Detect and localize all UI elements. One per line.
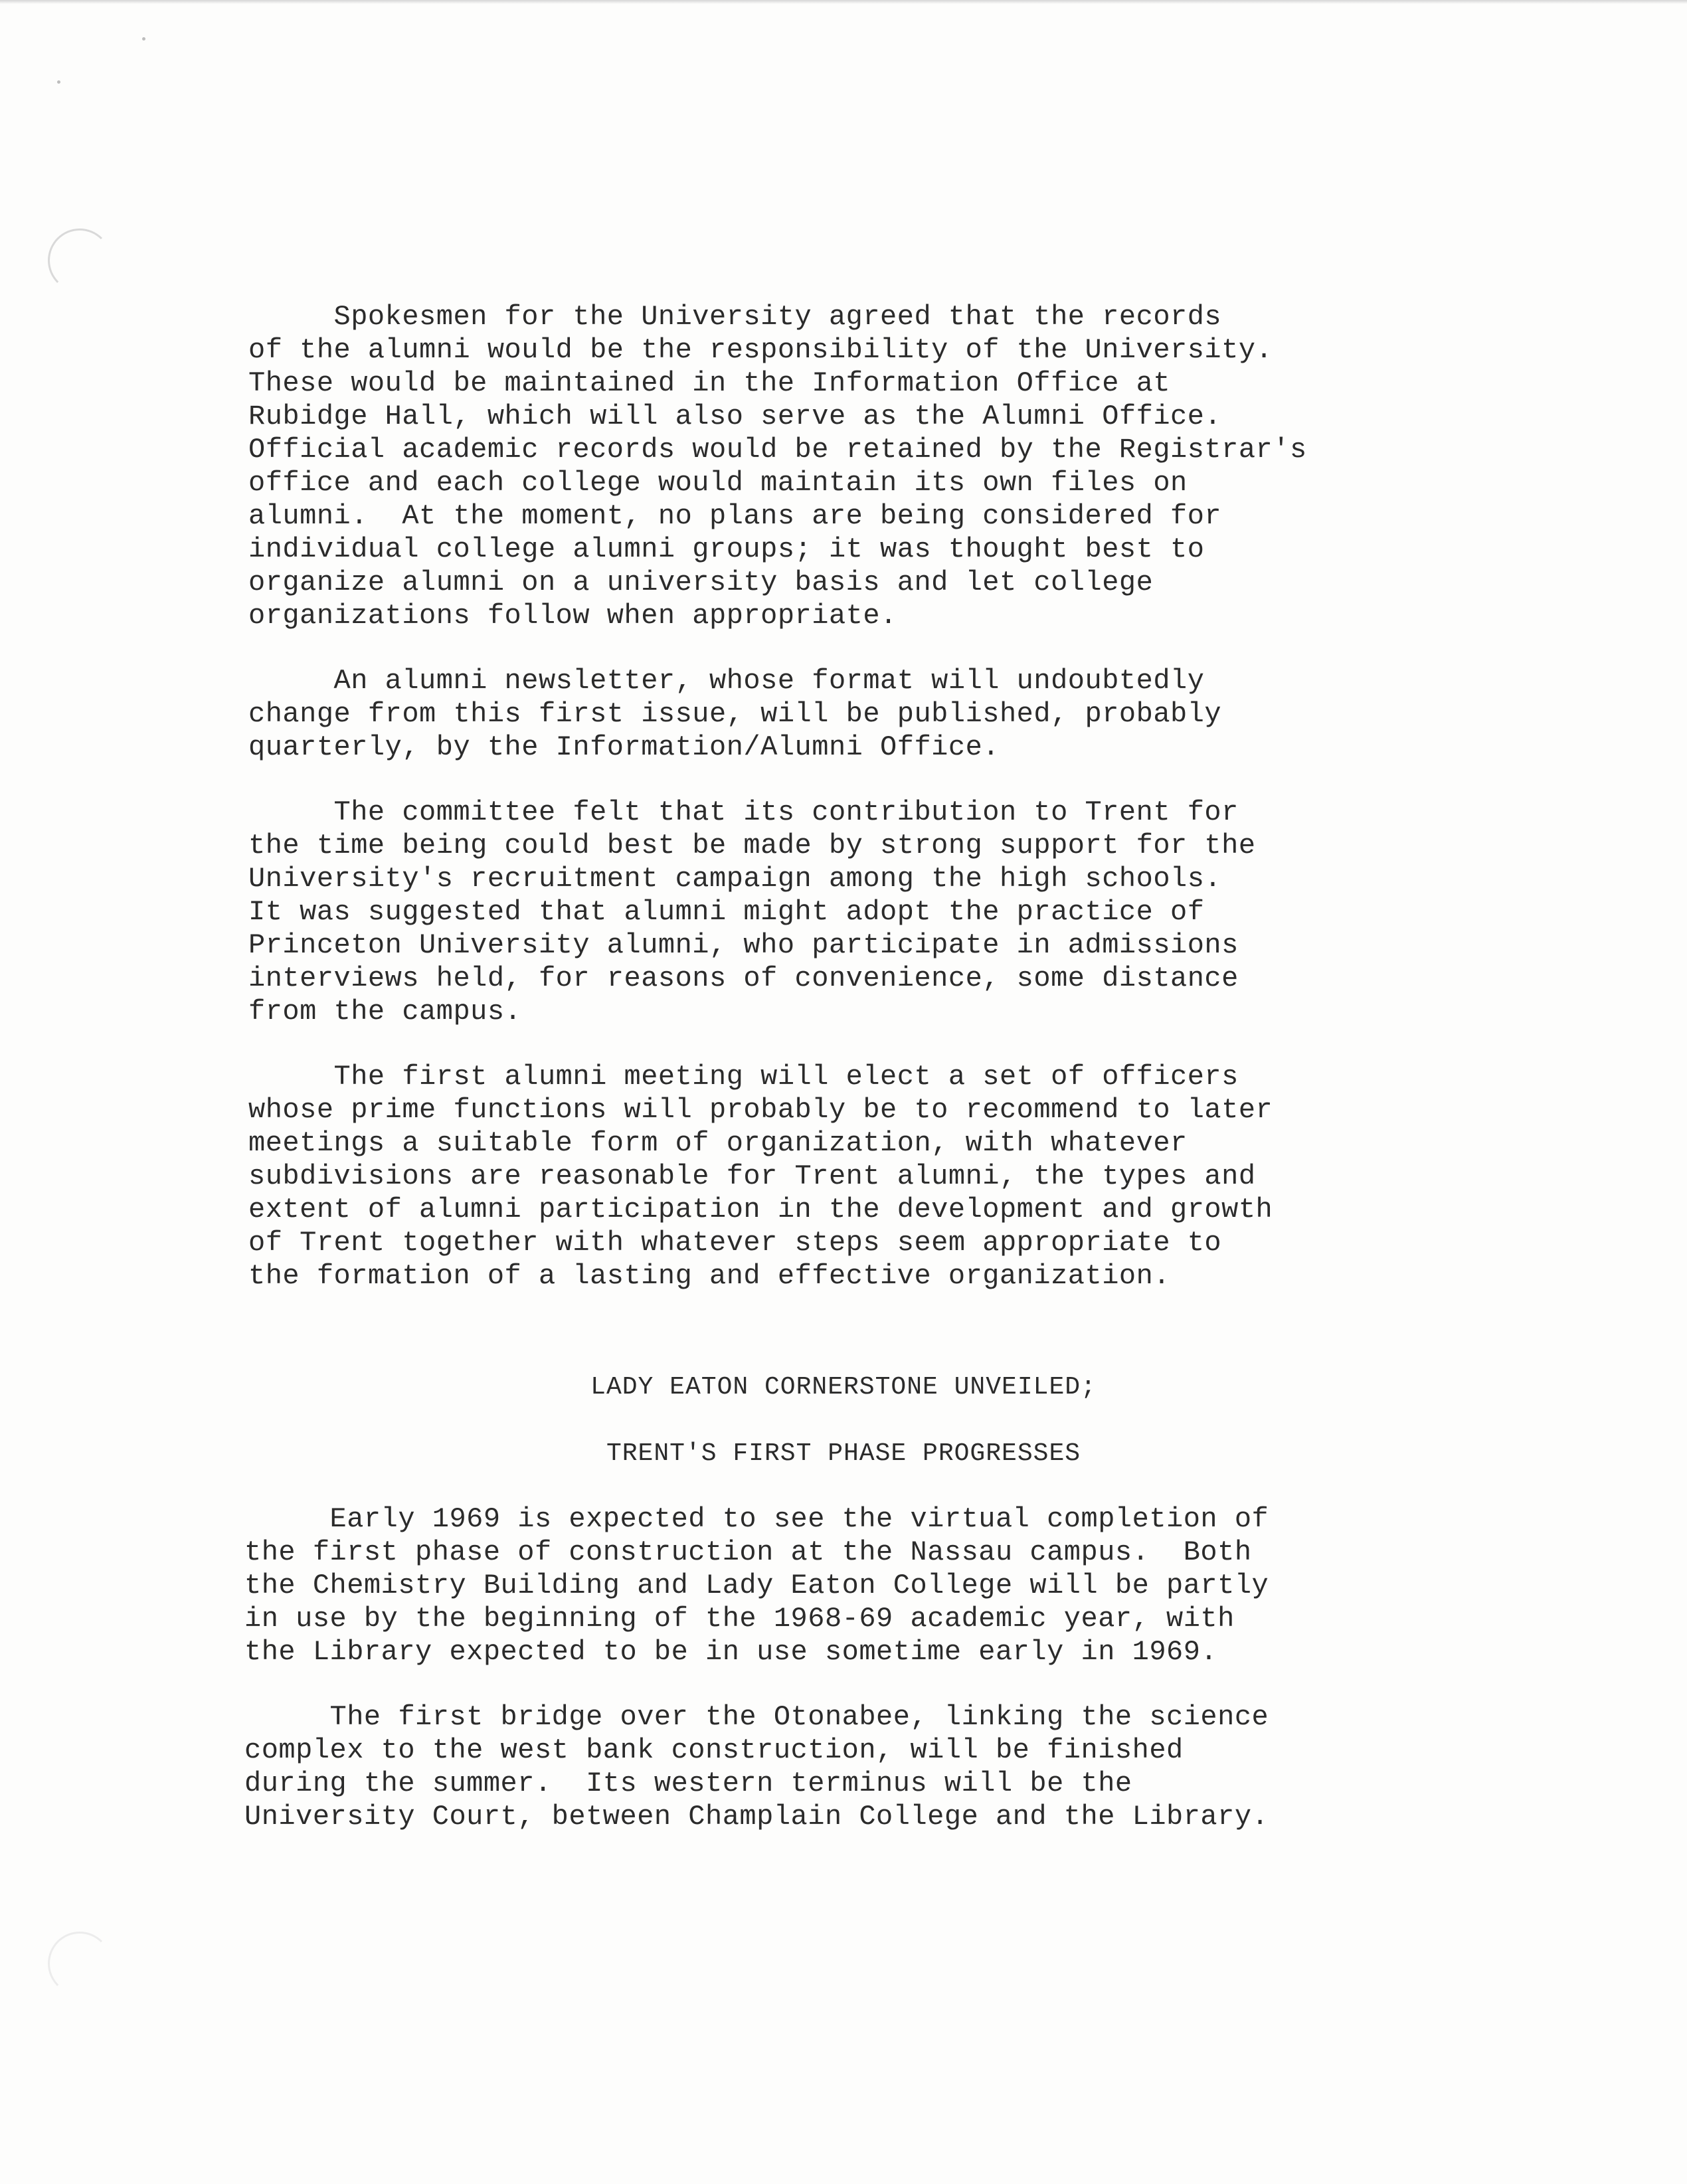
- text-line: alumni. At the moment, no plans are being considered for: [248, 500, 1222, 532]
- paragraph-construction: [244, 1502, 1493, 1669]
- text-line: from the campus.: [248, 996, 522, 1028]
- paragraph-first-meeting: [248, 1060, 1497, 1293]
- text-line: University Court, between Champlain College and the Library.: [244, 1801, 1269, 1833]
- text-line: Rubidge Hall, which will also serve as the Alumni Office.: [248, 401, 1222, 432]
- paragraph-records: [248, 300, 1497, 632]
- text-line: Early 1969 is expected to see the virtual completion of: [244, 1503, 1269, 1535]
- text-line: It was suggested that alumni might adopt the practice of: [248, 896, 1205, 928]
- heading-line-2: TRENT'S FIRST PHASE PROGRESSES: [606, 1439, 1081, 1468]
- text-line: organizations follow when appropriate.: [248, 600, 897, 632]
- text-line: Spokesmen for the University agreed that the records: [248, 301, 1222, 333]
- text-line: extent of alumni participation in the development and growth: [248, 1194, 1273, 1226]
- punch-hole-bottom: [48, 1932, 112, 1995]
- text-line: quarterly, by the Information/Alumni Office.: [248, 731, 1000, 763]
- text-line: the Library expected to be in use sometime early in 1969.: [244, 1636, 1218, 1668]
- text-line: meetings a suitable form of organization, with whatever: [248, 1127, 1188, 1159]
- text-line: organize alumni on a university basis and let college: [248, 567, 1154, 598]
- paper-speck: [142, 37, 145, 41]
- text-line: of the alumni would be the responsibility of the University.: [248, 334, 1273, 366]
- text-line: the first phase of construction at the Nassau campus. Both: [244, 1536, 1252, 1568]
- lower-body-text: [244, 1502, 1493, 1865]
- section-heading: [0, 1371, 1687, 1404]
- text-line: in use by the beginning of the 1968-69 academic year, with: [244, 1603, 1235, 1635]
- text-line: the Chemistry Building and Lady Eaton College will be partly: [244, 1570, 1269, 1601]
- text-line: during the summer. Its western terminus will be the: [244, 1768, 1132, 1799]
- text-line: whose prime functions will probably be to recommend to later: [248, 1094, 1273, 1126]
- text-line: the formation of a lasting and effective organization.: [248, 1260, 1171, 1292]
- text-line: complex to the west bank construction, will be finished: [244, 1734, 1184, 1766]
- text-line: University's recruitment campaign among the high schools.: [248, 863, 1222, 895]
- text-line: Princeton University alumni, who participate in admissions: [248, 929, 1239, 961]
- text-line: subdivisions are reasonable for Trent alumni, the types and: [248, 1160, 1256, 1192]
- punch-hole-top: [48, 228, 112, 292]
- text-line: change from this first issue, will be published, probably: [248, 698, 1222, 730]
- heading-line-1: LADY EATON CORNERSTONE UNVEILED;: [590, 1373, 1097, 1402]
- section-subheading: [0, 1437, 1687, 1471]
- text-line: individual college alumni groups; it was thought best to: [248, 533, 1205, 565]
- text-line: office and each college would maintain its own files on: [248, 467, 1188, 499]
- page-top-edge: [0, 0, 1687, 4]
- text-line: the time being could best be made by strong support for the: [248, 830, 1256, 862]
- text-line: The first bridge over the Otonabee, linking the science: [244, 1701, 1269, 1733]
- paper-speck: [57, 80, 60, 84]
- text-line: of Trent together with whatever steps seem appropriate to: [248, 1227, 1222, 1259]
- paragraph-newsletter: [248, 664, 1497, 764]
- paragraph-committee: [248, 796, 1497, 1028]
- text-line: An alumni newsletter, whose format will undoubtedly: [248, 665, 1205, 697]
- text-line: These would be maintained in the Information Office at: [248, 367, 1171, 399]
- text-line: interviews held, for reasons of convenience, some distance: [248, 962, 1239, 994]
- text-line: Official academic records would be retained by the Registrar's: [248, 434, 1307, 466]
- paragraph-bridge: [244, 1700, 1493, 1833]
- text-line: The first alumni meeting will elect a set of officers: [248, 1061, 1239, 1093]
- text-line: The committee felt that its contribution to Trent for: [248, 796, 1239, 828]
- upper-body-text: [248, 300, 1497, 1324]
